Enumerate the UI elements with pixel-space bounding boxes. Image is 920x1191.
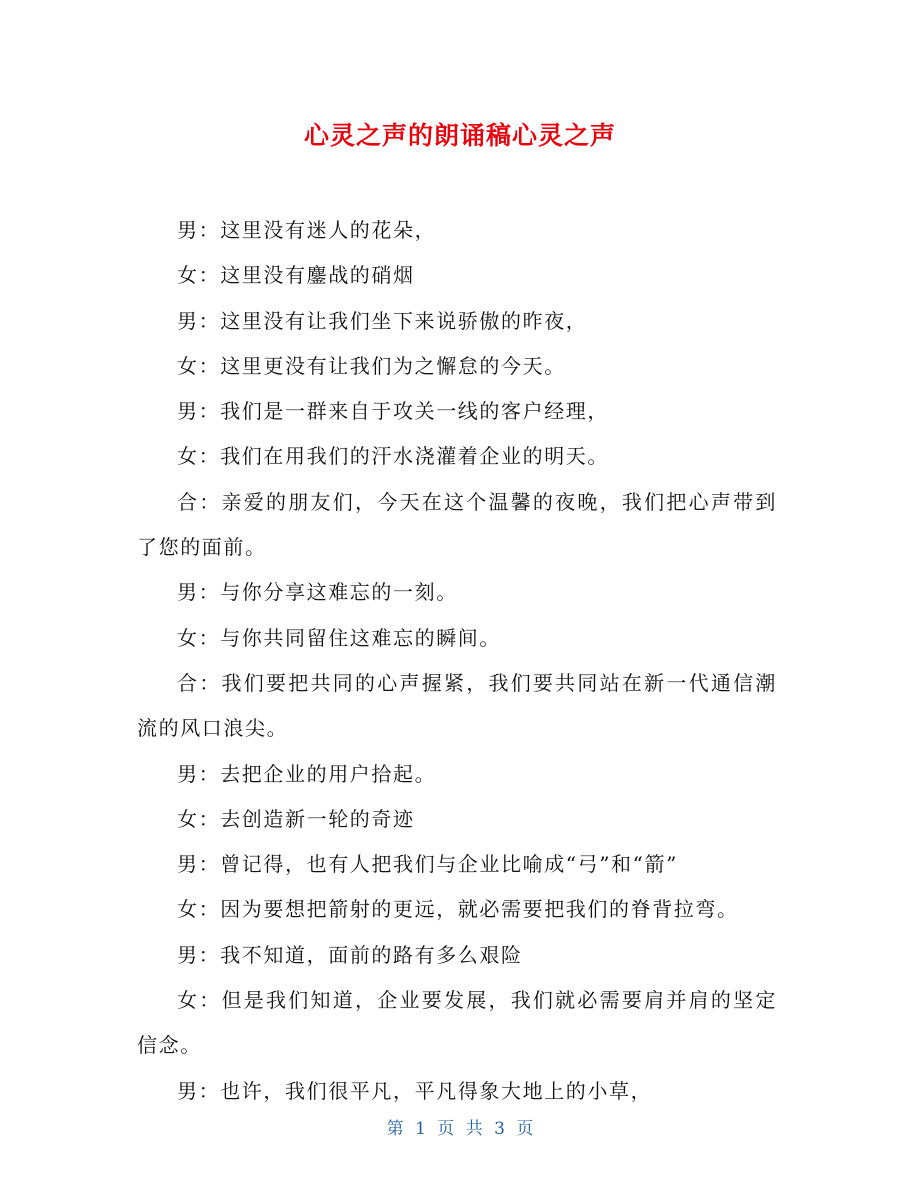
document-title: 心灵之声的朗诵稿心灵之声 bbox=[303, 121, 616, 150]
paragraph: 男：与你分享这难忘的一刻。 bbox=[177, 580, 458, 605]
document-body bbox=[137, 208, 777, 1114]
paragraph: 女：我们在用我们的汗水浇灌着企业的明天。 bbox=[177, 444, 609, 469]
paragraph: 女：因为要想把箭射的更远，就必需要把我们的脊背拉弯。 bbox=[177, 897, 739, 922]
paragraph: 男：我不知道，面前的路有多么艰险 bbox=[177, 942, 523, 967]
paragraph: 女：但是我们知道，企业要发展，我们就必需要肩并肩的坚定信念。 bbox=[137, 988, 777, 1058]
paragraph: 女：这里更没有让我们为之懈怠的今天。 bbox=[177, 353, 566, 378]
paragraph: 男：这里没有让我们坐下来说骄傲的昨夜， bbox=[177, 308, 588, 333]
paragraph: 合：我们要把共同的心声握紧，我们要共同站在新一代通信潮流的风口浪尖。 bbox=[137, 670, 777, 741]
paragraph: 女：这里没有鏖战的硝烟 bbox=[177, 263, 415, 288]
paragraph: 男：这里没有迷人的花朵， bbox=[177, 218, 437, 242]
paragraph: 男：我们是一群来自于攻关一线的客户经理， bbox=[177, 399, 609, 424]
paragraph: 男：曾记得，也有人把我们与企业比喻成“弓”和“箭” bbox=[177, 852, 678, 877]
paragraph: 男：去把企业的用户拾起。 bbox=[177, 761, 437, 786]
page-number-footer: 第 1 页 共 3 页 bbox=[386, 1119, 534, 1139]
paragraph: 合：亲爱的朋友们，今天在这个温馨的夜晚，我们把心声带到了您的面前。 bbox=[137, 489, 777, 560]
paragraph: 男：也许，我们很平凡，平凡得象大地上的小草， bbox=[177, 1078, 653, 1103]
paragraph: 女：与你共同留住这难忘的瞬间。 bbox=[177, 625, 501, 650]
paragraph: 女：去创造新一轮的奇迹 bbox=[177, 806, 415, 831]
